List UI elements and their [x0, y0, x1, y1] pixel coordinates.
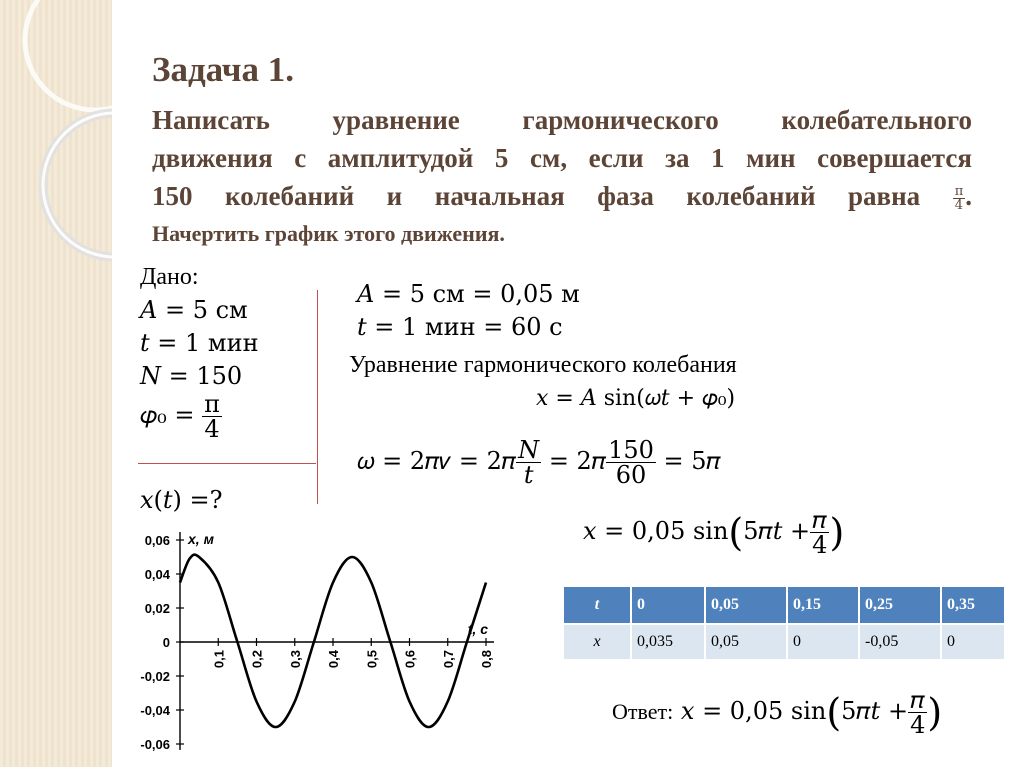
- given-divider-vertical: [317, 290, 318, 504]
- x-tick-label: 0,3: [287, 650, 303, 669]
- table-cell: -0,05: [859, 624, 941, 660]
- y-tick-label: 0,06: [144, 533, 170, 548]
- omega-num-2: 150: [608, 436, 654, 464]
- slide-title: Задача 1.: [152, 50, 295, 89]
- values-table: [562, 585, 1006, 661]
- x-eq-inner: 5𝜋𝑡 +: [743, 517, 811, 545]
- answer-close-paren: ): [927, 690, 943, 735]
- x-eq-lhs: 𝑥 = 0,05 sin: [583, 517, 729, 545]
- problem-line-2: движения с амплитудой 5 см, если за 1 мин совершается: [152, 143, 972, 173]
- given-phase-fraction: [202, 392, 222, 441]
- conversion-time: 𝑡 = 1 мин = 60 с: [357, 313, 563, 341]
- x-axis-label: t, c: [467, 621, 488, 637]
- given-amplitude: 𝐴 = 5 см: [140, 296, 248, 324]
- x-tick-label: 0,1: [211, 650, 227, 669]
- phase-lhs: 𝜑₀ =: [140, 401, 195, 429]
- omega-part-b: = 2𝜋: [548, 447, 607, 475]
- decorative-side-panel: [0, 0, 112, 767]
- table-cell: 0: [787, 624, 859, 660]
- omega-num-1: 𝑁: [518, 436, 540, 464]
- y-tick-label: 0,04: [144, 567, 170, 582]
- x-eq-num: 𝜋: [812, 506, 827, 534]
- y-tick-label: -0,02: [140, 669, 170, 684]
- table-cell: 0,25: [859, 586, 941, 624]
- answer-fraction: [908, 688, 927, 737]
- problem-statement: [152, 101, 972, 253]
- table-row-t: [563, 586, 1005, 624]
- x-eq-close-paren: ): [829, 510, 845, 555]
- x-tick-label: 0,7: [440, 650, 456, 669]
- equation-title: Уравнение гармонического колебания: [349, 352, 737, 378]
- table-header-t: t: [563, 586, 631, 624]
- answer-open-paren: (: [826, 690, 842, 735]
- problem-line-4: Начертить график этого движения.: [152, 221, 505, 246]
- answer-lhs: 𝑥 = 0,05 sin: [680, 697, 827, 725]
- answer-den: 4: [910, 711, 926, 739]
- answer-num: 𝜋: [910, 686, 925, 714]
- x-tick-label: 0,4: [326, 650, 341, 669]
- problem-period: .: [965, 181, 972, 211]
- y-tick-label: -0,04: [140, 703, 170, 718]
- decorative-circles: [0, 0, 112, 767]
- answer-inner: 5𝜋𝑡 +: [841, 697, 909, 725]
- table-cell: 0,15: [787, 586, 859, 624]
- omega-fraction-2: [606, 438, 656, 487]
- y-tick-label: -0,06: [140, 737, 170, 752]
- x-tick-label: 0,8: [479, 650, 494, 669]
- given-phase: [140, 392, 222, 441]
- table-cell: 0,35: [941, 586, 1005, 624]
- x-tick-label: 0,6: [402, 650, 418, 669]
- problem-line-3: [152, 177, 972, 215]
- given-phase-den: 4: [202, 416, 222, 441]
- oscillation-chart: [112, 520, 512, 767]
- y-tick-label: 0: [162, 635, 170, 650]
- given-time: 𝑡 = 1 мин: [140, 329, 259, 357]
- table-cell: 0,05: [705, 624, 787, 660]
- y-tick-label: 0,02: [144, 601, 170, 616]
- table-header-x: x: [563, 624, 631, 660]
- problem-line-3-text: 150 колебаний и начальная фаза колебаний равна: [152, 181, 921, 211]
- x-eq-fraction: [810, 508, 829, 557]
- conversion-amplitude: 𝐴 = 5 см = 0,05 м: [357, 280, 580, 308]
- answer-label: Ответ:: [612, 699, 674, 724]
- omega-part-a: 𝜔 = 2𝜋𝜈 = 2𝜋: [357, 447, 517, 475]
- y-axis-label: x, м: [188, 531, 214, 547]
- table-row-x: [563, 624, 1005, 660]
- omega-den-1: 𝑡: [516, 462, 541, 487]
- omega-equation: [357, 438, 721, 487]
- given-divider-horizontal: [138, 463, 316, 464]
- general-equation: 𝑥 = 𝐴 sin(𝜔𝑡 + 𝜑₀): [536, 386, 736, 411]
- x-eq-den: 4: [812, 531, 828, 559]
- omega-fraction-1: [516, 438, 541, 487]
- given-heading: Дано:: [140, 264, 199, 290]
- table-cell: 0: [631, 586, 705, 624]
- given-count: 𝑁 = 150: [140, 362, 243, 390]
- problem-line-1: Написать уравнение гармонического колебательного: [152, 105, 972, 135]
- given-phase-num: π: [204, 390, 220, 418]
- answer: [612, 688, 942, 737]
- table-cell: 0: [941, 624, 1005, 660]
- x-tick-label: 0,5: [364, 650, 380, 669]
- phase-denominator: 4: [953, 198, 966, 212]
- given-find: 𝑥(𝑡) =?: [140, 486, 223, 514]
- phase-fraction: [953, 185, 966, 212]
- x-eq-open-paren: (: [728, 510, 744, 555]
- phase-numerator: π: [954, 184, 964, 200]
- omega-den-2: 60: [606, 462, 656, 487]
- table-cell: 0,05: [705, 586, 787, 624]
- omega-part-c: = 5𝜋: [663, 447, 721, 475]
- specific-equation: [583, 508, 844, 557]
- table-cell: 0,035: [631, 624, 705, 660]
- x-tick-label: 0,2: [249, 650, 265, 669]
